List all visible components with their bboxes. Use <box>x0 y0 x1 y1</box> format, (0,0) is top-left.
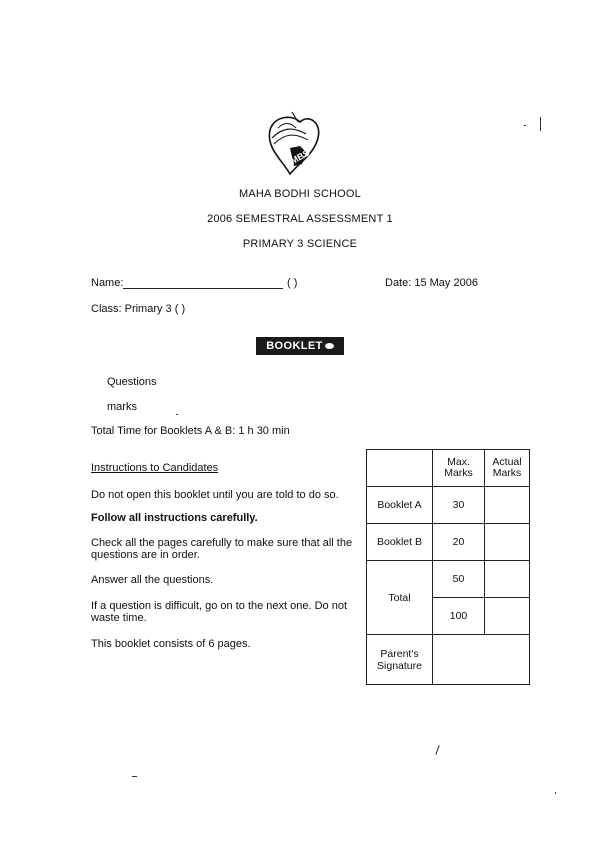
instruction-item: If a question is difficult, go on to the next one. Do not waste time. <box>91 600 348 624</box>
school-name: MAHA BODHI SCHOOL <box>239 188 361 200</box>
class-label: Class: Primary 3 ( ) <box>91 303 186 315</box>
subject-title: PRIMARY 3 SCIENCE <box>242 238 358 250</box>
total-max-1: 50 <box>433 561 485 598</box>
instruction-item: Answer all the questions. <box>91 574 214 586</box>
total-actual-2[interactable] <box>485 598 530 635</box>
total-label: Total <box>367 561 433 635</box>
parent-signature-field[interactable] <box>433 635 530 685</box>
booklet-b-actual[interactable] <box>485 524 530 561</box>
booklet-a-label: Booklet A <box>367 487 433 524</box>
svg-text:MBS: MBS <box>288 147 312 167</box>
instruction-item: This booklet consists of 6 pages. <box>91 638 251 650</box>
total-time: Total Time for Booklets A & B: 1 h 30 min <box>91 425 290 437</box>
booklet-tag: BOOKLET <box>256 337 344 355</box>
assessment-title: 2006 SEMESTRAL ASSESSMENT 1 <box>207 213 393 225</box>
instructions-heading: Instructions to Candidates <box>91 462 219 474</box>
name-line[interactable] <box>123 288 283 289</box>
instruction-item: Do not open this booklet until you are told to do so. <box>91 489 339 501</box>
table-corner-cell <box>367 450 433 487</box>
scan-mark <box>555 792 556 794</box>
total-max-2: 100 <box>433 598 485 635</box>
marks-table <box>366 449 530 685</box>
scan-mark <box>176 414 178 415</box>
scan-mark <box>540 117 541 131</box>
date-text: Date: 15 May 2006 <box>385 277 478 289</box>
booklet-b-label: Booklet B <box>367 524 433 561</box>
max-marks-header: Max. Marks <box>433 450 485 487</box>
marks-label: marks <box>107 401 137 413</box>
name-index-paren: ( ) <box>287 277 298 289</box>
booklet-a-actual[interactable] <box>485 487 530 524</box>
school-logo <box>262 108 324 178</box>
scan-mark <box>435 745 439 755</box>
total-actual-1[interactable] <box>485 561 530 598</box>
booklet-a-max: 30 <box>433 487 485 524</box>
instruction-item: Check all the pages carefully to make sure that all the questions are in order. <box>91 537 353 561</box>
name-label: Name: <box>91 277 124 289</box>
instruction-item: Follow all instructions carefully. <box>91 512 258 524</box>
booklet-b-max: 20 <box>433 524 485 561</box>
scan-mark <box>132 776 137 777</box>
actual-marks-header: Actual Marks <box>485 450 530 487</box>
questions-label: Questions <box>107 376 157 388</box>
parent-signature-label: Parent's Signature <box>367 635 433 685</box>
scan-mark <box>524 125 526 126</box>
